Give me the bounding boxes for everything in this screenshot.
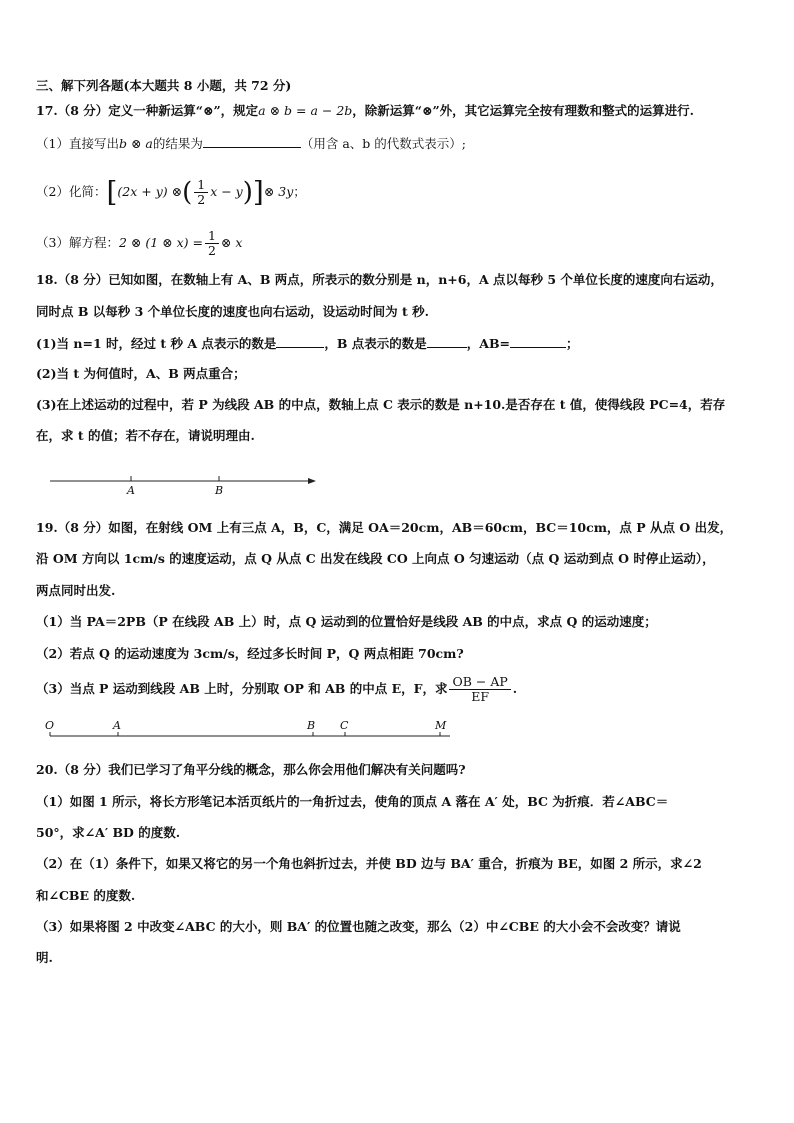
label-a: A <box>127 484 135 497</box>
q17-part3 <box>36 226 242 260</box>
q17-p2-rest: x − y <box>210 184 243 199</box>
q20-part3-line1: （3）如果将图 2 中改变∠ABC 的大小，则 BA′ 的位置也随之改变，那么（2）中∠CBE 的大小会不会改变？请说 <box>36 919 681 934</box>
q20-part1-line2: 50°，求∠A′ BD 的度数. <box>36 825 181 840</box>
q19-part3 <box>36 672 517 706</box>
q18-p1-blank-a[interactable] <box>276 335 324 348</box>
q17-intro-a: 17.（8 分）定义一种新运算“⊗”，规定 <box>36 103 259 118</box>
q18-p1-a: (1)当 n=1 时，经过 t 秒 A 点表示的数是 <box>36 336 277 351</box>
q18-part1 <box>36 335 579 352</box>
q17-p2-frac-den: 2 <box>197 192 206 207</box>
q17-intro-b: ，除新运算“⊗”外，其它运算完全按有理数和整式的运算进行. <box>352 103 694 118</box>
q19-part2: （2）若点 Q 的运动速度为 3cm/s，经过多长时间 P，Q 两点相距 70cm? <box>36 646 464 661</box>
q17-p1-answer-blank[interactable] <box>203 135 301 148</box>
q17-p3-left: 2 ⊗ (1 ⊗ x) = <box>118 235 203 250</box>
right-paren: ) <box>242 177 253 208</box>
label-m: M <box>435 719 447 732</box>
q19-part1: （1）当 PA＝2PB（P 在线段 AB 上）时，点 Q 运动到的位置恰好是线段 AB 的中点，求点 Q 的运动速度； <box>36 614 657 629</box>
label-b: B <box>307 719 316 732</box>
q18-line1: 18.（8 分）已知如图，在数轴上有 A、B 两点，所表示的数分别是 n，n+6，A 点以每秒 5 个单位长度的速度向右运动， <box>36 272 723 287</box>
q18-p1-blank-ab[interactable] <box>510 335 566 348</box>
q17-p2-left: (2x + y) ⊗ <box>117 184 183 199</box>
q17-p3-frac-den: 2 <box>207 243 216 258</box>
q19-ray-figure <box>40 716 460 742</box>
q20-line1: 20.（8 分）我们已学习了角平分线的概念，那么你会用他们解决有关问题吗? <box>36 762 466 777</box>
q18-part3-line1: (3)在上述运动的过程中，若 P 为线段 AB 的中点，数轴上点 C 表示的数是 n+10.是否存在 t 值，使得线段 PC=4，若存 <box>36 397 726 412</box>
q17-p1-a: （1）直接写出 <box>36 136 119 151</box>
q20-part2-line2: 和∠CBE 的度数. <box>36 888 136 903</box>
q17-p3-label: （3）解方程： <box>36 235 119 250</box>
q19-p3-den: EF <box>471 689 490 704</box>
q18-number-line-figure <box>46 468 326 498</box>
q19-p3-fraction <box>449 675 510 704</box>
q17-p1-expr: b ⊗ a <box>118 136 153 151</box>
q19-line2: 沿 OM 方向以 1cm/s 的速度运动，点 Q 从点 C 出发在线段 CO 上向点 O 匀速运动（点 Q 运动到点 O 时停止运动）， <box>36 551 715 566</box>
q19-line1: 19.（8 分）如图，在射线 OM 上有三点 A，B，C，满足 OA＝20cm，AB＝60cm，BC＝10cm，点 P 从点 O 出发， <box>36 520 733 535</box>
label-a: A <box>113 719 121 732</box>
q17-p3-fraction <box>205 229 219 258</box>
q17-p2-tail: ⊗ 3y <box>263 184 294 199</box>
label-b: B <box>215 484 224 497</box>
q19-p3-end: . <box>512 681 518 696</box>
q17-p2-fraction <box>194 178 208 207</box>
q17-p1-b: 的结果为 <box>152 136 203 151</box>
q17-p1-c: （用含 a、b 的代数式表示）; <box>300 136 466 151</box>
q17-p2-end: ； <box>293 184 306 199</box>
arrow-head-icon <box>308 478 316 484</box>
q18-p1-b: ，B 点表示的数是 <box>324 336 427 351</box>
q17-p3-frac-num: 1 <box>205 229 219 244</box>
q19-p3-a: （3）当点 P 运动到线段 AB 上时，分别取 OP 和 AB 的中点 E，F，求 <box>36 681 448 696</box>
q17-def-formula: a ⊗ b = a − 2b <box>258 103 353 118</box>
q20-part2-line1: （2）在（1）条件下，如果又将它的另一个角也斜折过去，并使 BD 边与 BA′ 重合，折痕为 BE，如图 2 所示，求∠2 <box>36 856 702 871</box>
q17-part1 <box>36 135 466 152</box>
q18-p1-d: ； <box>566 336 579 351</box>
q18-p1-c: ，AB= <box>466 336 511 351</box>
left-paren: ( <box>182 177 193 208</box>
label-c: C <box>340 719 349 732</box>
q18-line2: 同时点 B 以每秒 3 个单位长度的速度也向右运动，设运动时间为 t 秒. <box>36 304 430 319</box>
q18-part3-line2: 在，求 t 的值；若不存在，请说明理由. <box>36 428 255 443</box>
q20-part1-line1: （1）如图 1 所示，将长方形笔记本活页纸片的一角折过去，使角的顶点 A 落在 A′ 处，BC 为折痕．若∠ABC＝ <box>36 794 669 809</box>
q19-line3: 两点同时出发. <box>36 583 116 598</box>
q18-part2: (2)当 t 为何值时，A、B 两点重合； <box>36 366 246 381</box>
q19-p3-num: OB − AP <box>449 675 510 690</box>
q18-p1-blank-b[interactable] <box>427 335 467 348</box>
q17-p2-frac-num: 1 <box>194 178 208 193</box>
q20-part3-line2: 明. <box>36 950 53 965</box>
q17-part2 <box>36 172 306 212</box>
section-title: 三、解下列各题(本大题共 8 小题，共 72 分) <box>36 78 292 93</box>
right-bracket: ] <box>252 175 264 209</box>
q17-intro <box>36 103 694 119</box>
left-bracket: [ <box>106 175 118 209</box>
label-o: O <box>45 719 55 732</box>
q17-p3-tail: ⊗ x <box>220 235 243 250</box>
q17-p2-label: （2）化简： <box>36 184 107 199</box>
